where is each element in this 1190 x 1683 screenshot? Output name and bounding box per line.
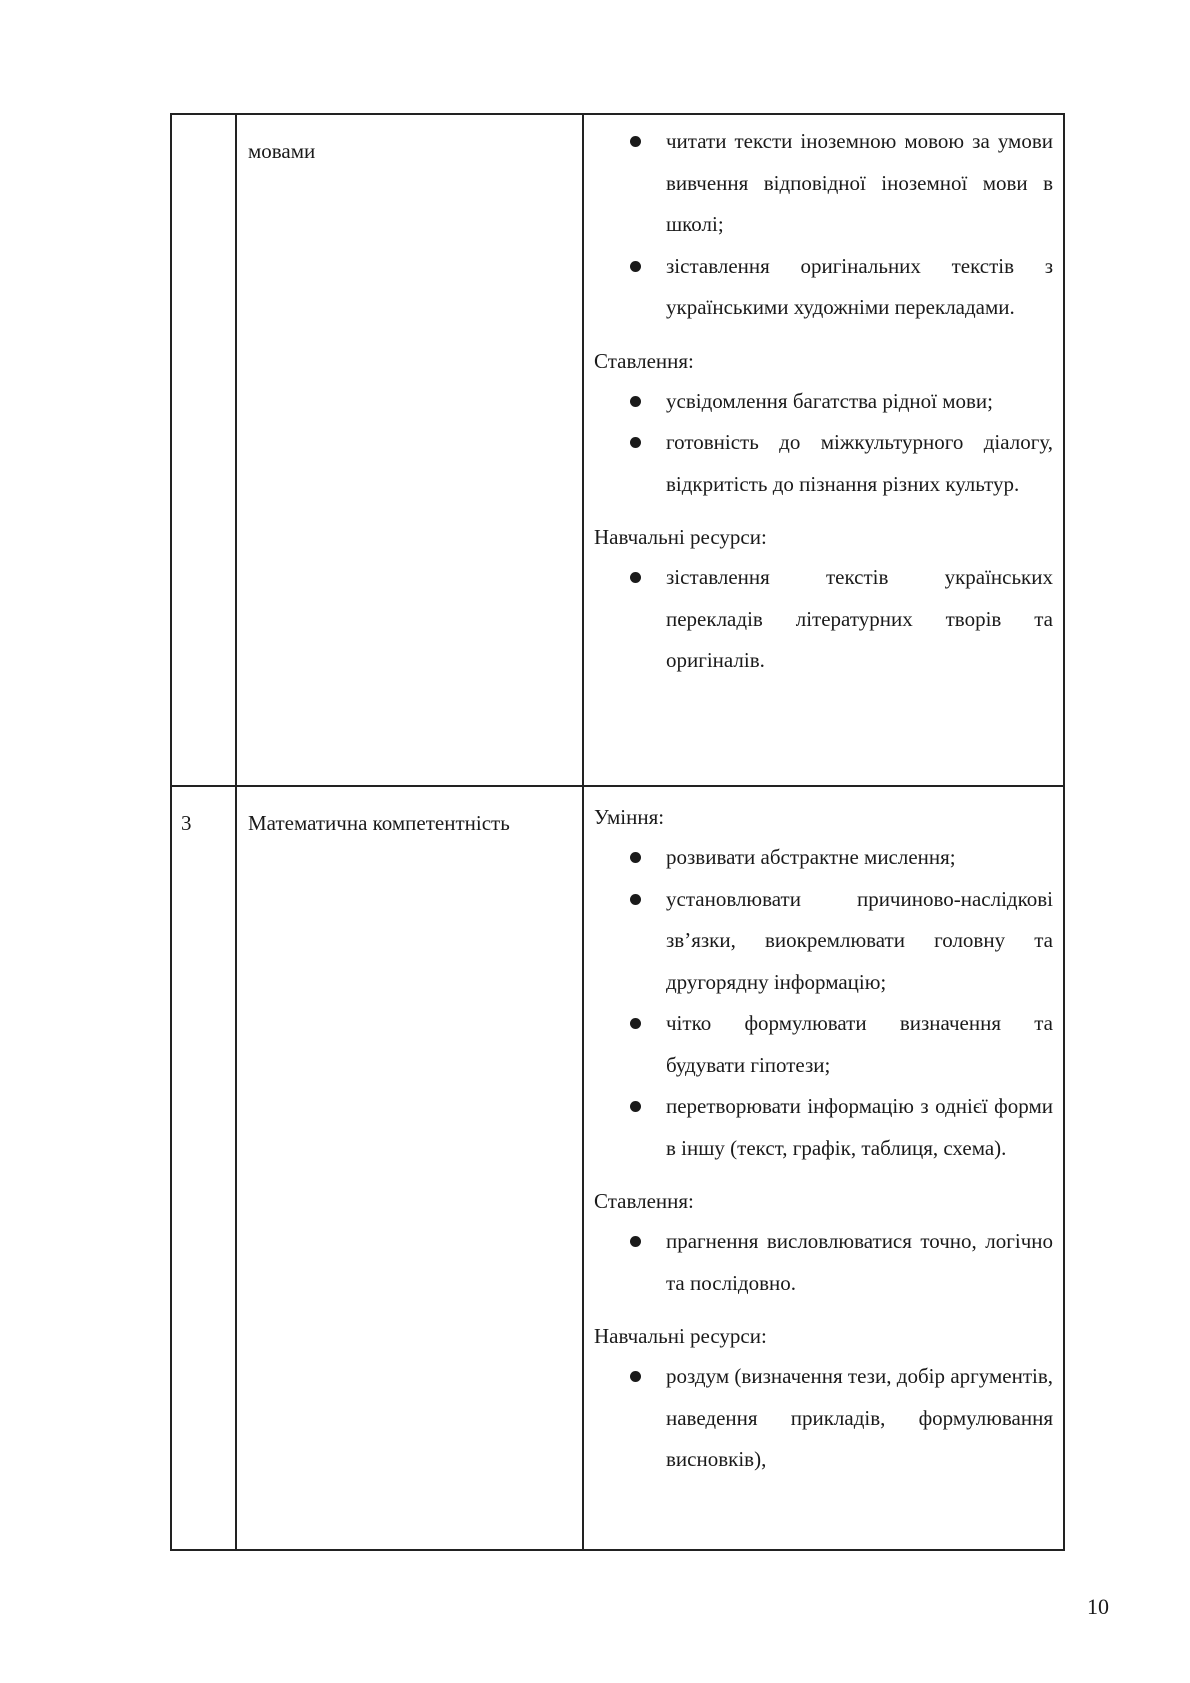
bullet-item	[594, 1003, 1053, 1086]
bullet-dot-icon	[630, 136, 641, 147]
content-section	[594, 517, 1053, 682]
section-heading: Ставлення:	[594, 348, 694, 373]
bullet-dot-icon	[630, 852, 641, 863]
bullet-text: роздум (визначення тези, добір аргументів, наведення прикладів, формулювання висновків),	[666, 1364, 1053, 1471]
bullet-list	[594, 557, 1053, 682]
competency-name: Математична компетентність	[248, 811, 510, 835]
section-heading: Навчальні ресурси:	[594, 1324, 767, 1348]
bullet-dot-icon	[630, 396, 641, 407]
bullet-dot-icon	[630, 894, 641, 905]
competencies-table	[170, 113, 1065, 1551]
bullet-text: прагнення висловлюватися точно, логічно та послідовно.	[666, 1229, 1053, 1295]
competency-name-cell	[236, 786, 583, 1550]
bullet-text: зіставлення текстів українських перекладів літературних творів та оригіналів.	[666, 565, 1053, 672]
content-section	[594, 1316, 1053, 1481]
bullet-item	[594, 1356, 1053, 1481]
bullet-text: чітко формулювати визначення та будувати гіпотези;	[666, 1011, 1053, 1077]
section-heading: Навчальні ресурси:	[594, 525, 767, 549]
bullet-item	[594, 837, 1053, 879]
page-number: 10	[1087, 1594, 1109, 1619]
bullet-text: перетворювати інформацію з однієї форми в іншу (текст, графік, таблиця, схема).	[666, 1094, 1053, 1160]
bullet-item	[594, 879, 1053, 1004]
row-number-cell	[171, 114, 236, 786]
row-number: 3	[181, 811, 192, 835]
competency-name-cell	[236, 114, 583, 786]
bullet-text: зіставлення оригінальних текстів з українськими художніми перекладами.	[666, 253, 1053, 319]
bullet-list	[594, 1221, 1053, 1304]
competency-content-cell	[583, 786, 1064, 1550]
bullet-text: розвивати абстрактне мислення;	[666, 845, 956, 869]
table-body	[171, 114, 1064, 1550]
bullet-list	[594, 1356, 1053, 1481]
bullet-list	[594, 381, 1053, 506]
table-row	[171, 114, 1064, 786]
bullet-list	[594, 121, 1053, 329]
row-number-cell	[171, 786, 236, 1550]
bullet-item	[594, 1086, 1053, 1169]
bullet-item	[594, 557, 1053, 682]
section-heading: Ставлення:	[594, 1189, 694, 1213]
content-section	[594, 1181, 1053, 1304]
bullet-dot-icon	[630, 1101, 641, 1112]
bullet-list	[594, 837, 1053, 1169]
table-row	[171, 786, 1064, 1550]
bullet-item	[594, 422, 1053, 505]
competency-content-cell	[583, 114, 1064, 786]
content-section	[594, 341, 1053, 506]
bullet-item	[594, 121, 1053, 246]
content-section	[594, 121, 1053, 329]
bullet-dot-icon	[630, 437, 641, 448]
bullet-text: читати тексти іноземною мовою за умови вивчення відповідної іноземної мови в школі;	[666, 129, 1053, 236]
bullet-dot-icon	[630, 1236, 641, 1247]
content-section	[594, 797, 1053, 1169]
bullet-text: усвідомлення багатства рідної мови;	[666, 388, 993, 413]
bullet-dot-icon	[630, 1371, 641, 1382]
section-heading: Уміння:	[594, 805, 665, 829]
competency-name: мовами	[248, 139, 316, 163]
bullet-item	[594, 246, 1053, 329]
bullet-text: готовність до міжкультурного діалогу, відкритість до пізнання різних культур.	[666, 430, 1053, 496]
bullet-dot-icon	[630, 572, 641, 583]
bullet-item	[594, 381, 1053, 423]
bullet-item	[594, 1221, 1053, 1304]
bullet-dot-icon	[630, 1018, 641, 1029]
bullet-dot-icon	[630, 261, 641, 272]
bullet-text: установлювати причиново-наслідкові зв’язки, виокремлювати головну та другорядну інформацію;	[666, 886, 1053, 994]
